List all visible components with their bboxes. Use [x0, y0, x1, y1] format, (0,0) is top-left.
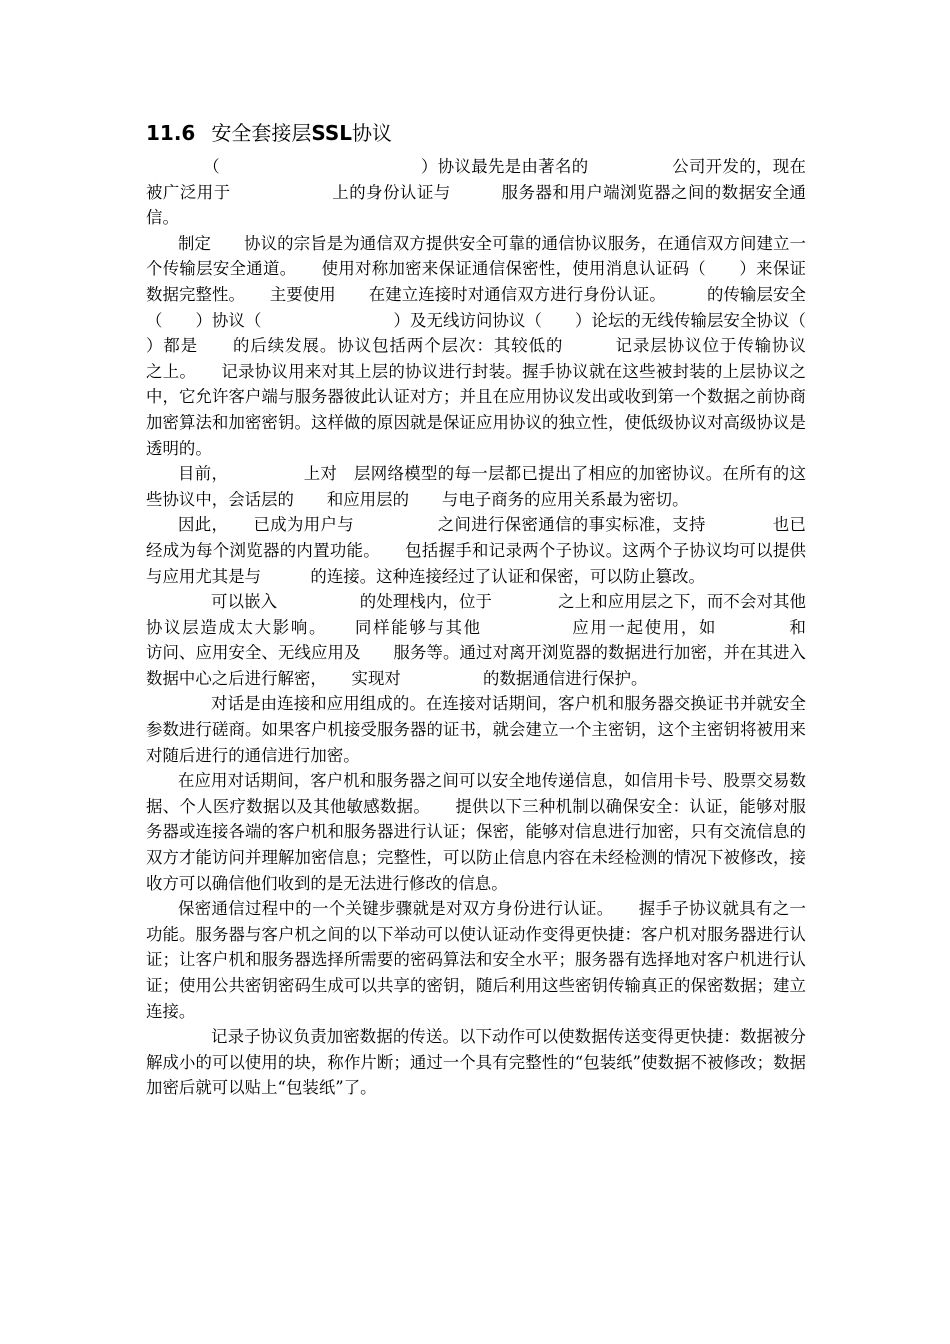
paragraph-layers: 目前， 上对 层网络模型的每一层都已提出了相应的加密协议。在所有的这些协议中，会话层的 和应用层的 与电子商务的应用关系最为密切。	[146, 464, 806, 509]
section-heading	[146, 118, 806, 148]
section-title-en: SSL	[311, 121, 353, 145]
paragraph-purpose: 制定 协议的宗旨是为通信双方提供安全可靠的通信协议服务，在通信双方间建立一个传输层安全通道。 使用对称加密来保证通信保密性，使用消息认证码（ ）来保证数据完整性。 主要使用 在建立连接时对通信双方进行身份认证。 的传输层安全（ ）协议（ ）及无线访问协议（ ）论坛的无线传输层安全协议（ ）都是 的后续发展。协议包括两个层次：其较低的 记录层协议位于传输协议 之上。 记录协议用来对其上层的协议进行封装。握手协议就在这些被封装的上层协议之中，它允许客户端与服务器彼此认证对方；并且在应用协议发出或收到第一个数据之前协商加密算法和加密密钥。这样做的原因就是保证应用协议的独立性，使低级协议对高级协议是透明的。	[146, 233, 872, 458]
paragraph-application-session: 在应用对话期间，客户机和服务器之间可以安全地传递信息，如信用卡号、股票交易数据、个人医疗数据以及其他敏感数据。 提供以下三种机制以确保安全：认证，能够对服务器或连接各端的客户机和服务器进行认证；保密，能够对信息进行加密，只有交流信息的双方才能访问并理解加密信息；完整性，可以防止信息内容在未经检测的情况下被修改，接收方可以确信他们收到的是无法进行修改的信息。	[146, 771, 806, 893]
paragraph-session: 对话是由连接和应用组成的。在连接对话期间，客户机和服务器交换证书并就安全参数进行磋商。如果客户机接受服务器的证书，就会建立一个主密钥，这个主密钥将被用来对随后进行的通信进行加密。	[146, 694, 806, 765]
section-title-cn: 安全套接层	[211, 121, 312, 145]
paragraph-embedding: 可以嵌入 的处理栈内，位于 之上和应用层之下，而不会对其他协议层造成太大影响。 同样能够与其他 应用一起使用，如 和 访问、应用安全、无线应用及 服务等。通过对离开浏览器的数据进行加密，并在其进入数据中心之后进行解密， 实现对 的数据通信进行保护。	[146, 592, 889, 688]
paragraph-record: 记录子协议负责加密数据的传送。以下动作可以使数据传送变得更快捷：数据被分解成小的可以使用的块，称作片断；通过一个具有完整性的“包装纸”使数据不被修改；数据加密后就可以贴上“包装纸”了。	[146, 1027, 806, 1098]
document-page	[146, 118, 889, 1101]
paragraph-standard: 因此， 已成为用户与 之间进行保密通信的事实标准，支持 也已经成为每个浏览器的内置功能。 包括握手和记录两个子协议。这两个子协议均可以提供与应用尤其是与 的连接。这种连接经过了认证和保密，可以防止篡改。	[146, 515, 806, 586]
section-title-suffix: 协议	[352, 121, 393, 145]
document-body	[146, 154, 889, 1101]
section-number: 11.6	[146, 121, 196, 145]
paragraph-intro: （ ）协议最先是由著名的 公司开发的，现在被广泛用于 上的身份认证与 服务器和用户端浏览器之间的数据安全通信。	[146, 157, 806, 228]
paragraph-handshake: 保密通信过程中的一个关键步骤就是对双方身份进行认证。 握手子协议就具有之一功能。服务器与客户机之间的以下举动可以使认证动作变得更快捷：客户机对服务器进行认证；让客户机和服务器选择所需要的密码算法和安全水平；服务器有选择地对客户机进行认证；使用公共密钥密码生成可以共享的密钥，随后利用这些密钥传输真正的保密数据；建立 连接。	[146, 899, 856, 1021]
